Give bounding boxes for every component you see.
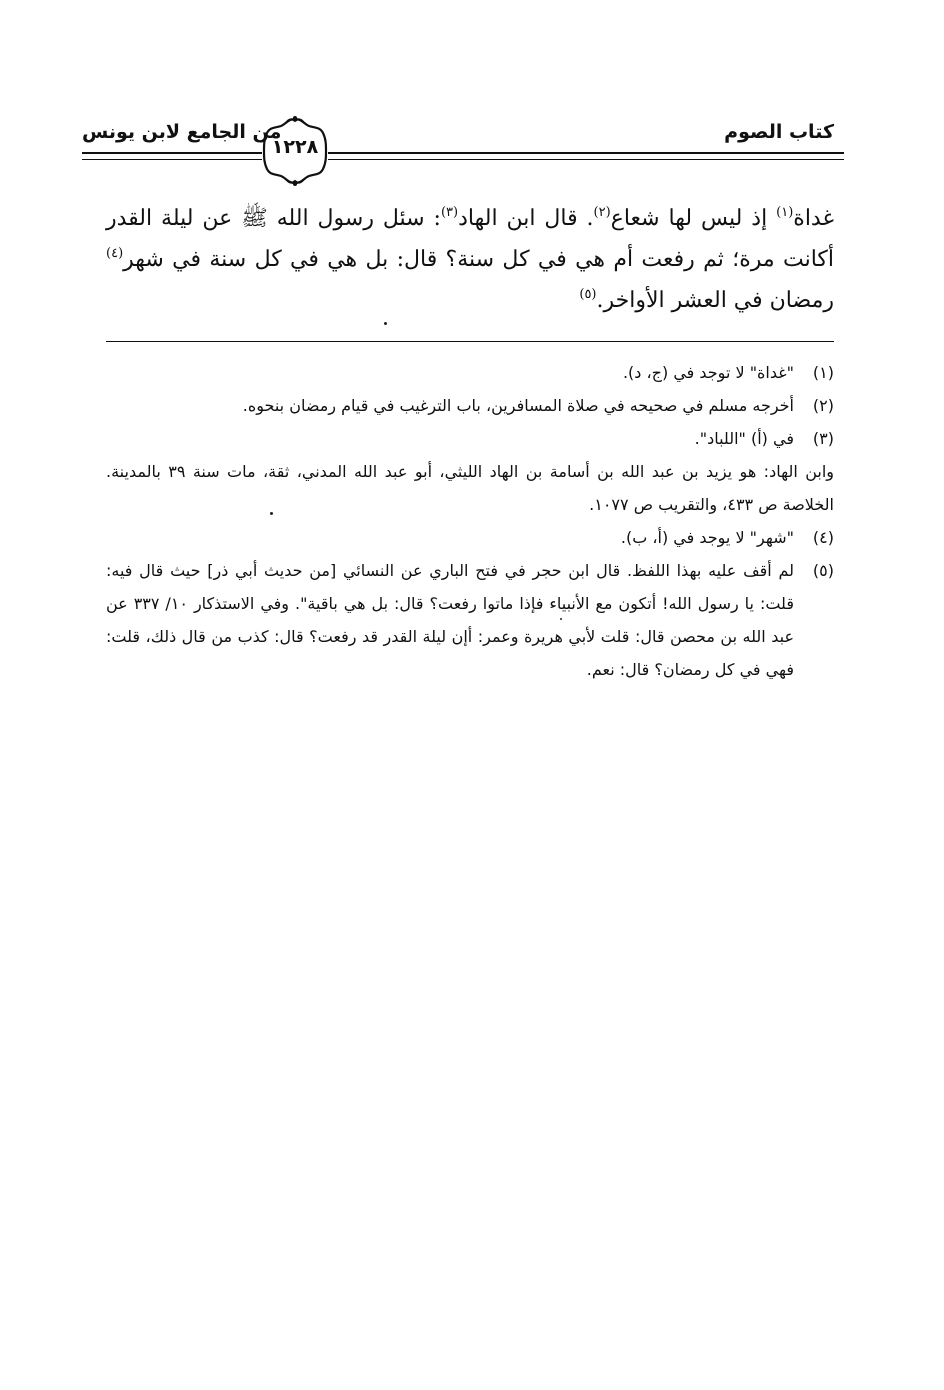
footnotes xyxy=(106,356,834,686)
footnote-number: (١) xyxy=(812,363,834,382)
footnote-item xyxy=(106,356,834,389)
scan-speck xyxy=(384,322,387,325)
footnote-item xyxy=(106,422,834,455)
series-title: من الجامع لابن يونس xyxy=(82,121,282,143)
page-number: ١٢٢٨ xyxy=(271,136,319,158)
body-text-run: : سئل رسول الله ﷺ عن ليلة القدر xyxy=(106,206,441,231)
footnote-number: (٥) xyxy=(812,561,834,580)
header-rule-right xyxy=(328,152,844,160)
body-line xyxy=(106,239,834,280)
page-number-ornament xyxy=(262,115,328,187)
footnote-item xyxy=(106,554,834,686)
footnote-text: في (أ) "اللباد". xyxy=(694,429,794,448)
body-line xyxy=(106,280,834,321)
footnote-ref[interactable]: (٤) xyxy=(106,246,124,261)
scan-speck xyxy=(270,512,273,515)
footnote-ref[interactable]: (٥) xyxy=(579,287,597,302)
footnote-ref[interactable]: (٣) xyxy=(440,205,459,220)
book-title: كتاب الصوم xyxy=(724,121,834,143)
footnote-item xyxy=(106,521,834,554)
footnote-number: (٤) xyxy=(812,528,834,547)
header-rule-left xyxy=(82,152,262,160)
footnote-number: (٢) xyxy=(812,396,834,415)
footnote-separator xyxy=(106,341,834,342)
body-text-run: غداة xyxy=(793,206,834,231)
body-line xyxy=(106,198,834,239)
footnote-text: "شهر" لا يوجد في (أ، ب). xyxy=(620,528,794,547)
footnote-ref[interactable]: (١) xyxy=(776,205,794,220)
footnote-item xyxy=(106,455,834,521)
footnote-item xyxy=(106,389,834,422)
footnote-text: أخرجه مسلم في صحيحه في صلاة المسافرين، باب الترغيب في قيام رمضان بنحوه. xyxy=(242,396,794,415)
footnote-text: "غداة" لا توجد في (ج، د). xyxy=(622,363,794,382)
footnote-ref[interactable]: (٢) xyxy=(593,205,611,220)
footnote-text: لم أقف عليه بهذا اللفظ. قال ابن حجر في فتح الباري عن النسائي [من حديث أبي ذر] حيث قال فيه: قلت: يا رسول الله! أتكون مع الأنبياء فإذا ماتوا رفعت؟ قال: بل هي باقية". وفي الاستذكار ١٠/ ٣٣٧ عن عبد الله بن محصن قال: قلت لأبي هريرة وعمر: أإن ليلة القدر قد رفعت؟ قال: كذب من قال ذلك، قلت: فهي في كل رمضان؟ قال: نعم. xyxy=(106,561,795,679)
body-text-run: رمضان في العشر الأواخر. xyxy=(596,288,834,313)
footnote-text: وابن الهاد: هو يزيد بن عبد الله بن أسامة بن الهاد الليثي، أبو عبد الله المدني، ثقة، مات سنة ٣٩ بالمدينة. الخلاصة ص ٤٣٣، والتقريب ص ١٠٧٧. xyxy=(106,462,834,514)
main-text xyxy=(106,198,834,321)
body-text-run: إذ ليس لها شعاع xyxy=(610,206,777,231)
body-text-run: أكانت مرة؛ ثم رفعت أم هي في كل سنة؟ قال: بل هي في كل سنة في شهر xyxy=(123,247,834,272)
footnote-number: (٣) xyxy=(812,429,834,448)
body-text-run: . قال ابن الهاد xyxy=(458,206,594,231)
scan-speck xyxy=(560,618,562,620)
